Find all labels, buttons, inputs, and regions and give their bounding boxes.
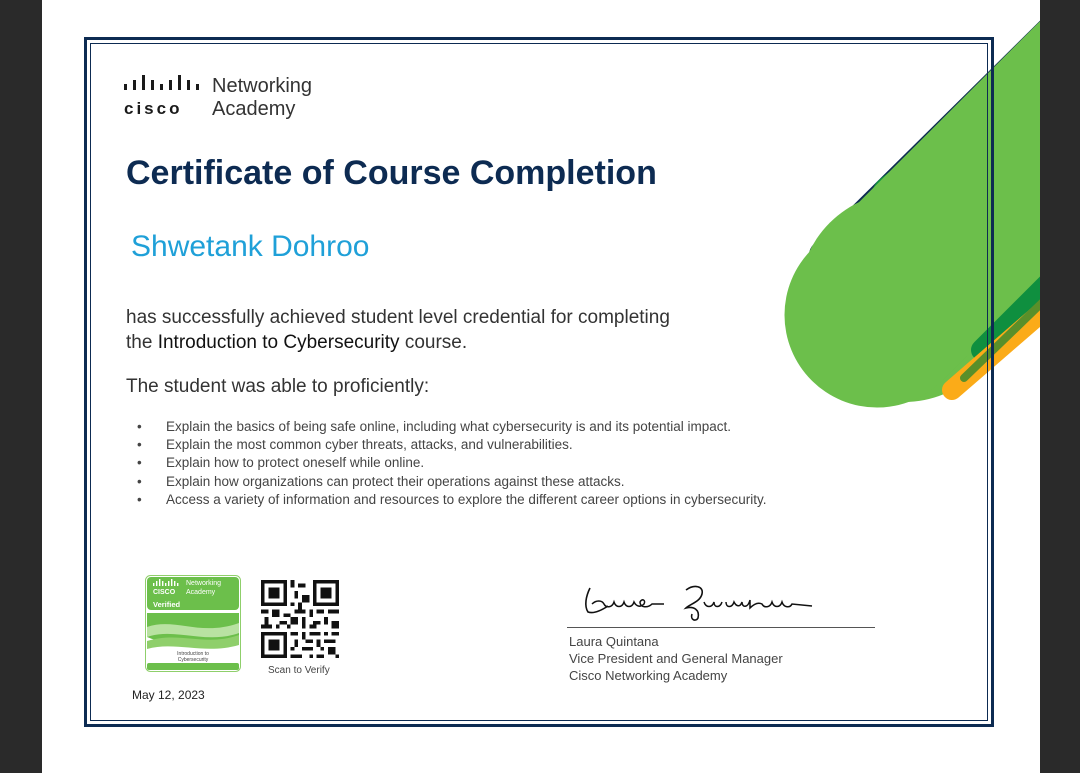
scan-to-verify-label: Scan to Verify: [268, 665, 330, 676]
badge-brand: CISCO: [153, 589, 176, 596]
badge-program-line1: Networking: [186, 580, 222, 587]
certificate-sheet: [42, 0, 1040, 773]
logo-program-line1: Networking: [212, 75, 313, 97]
badge-course-line1: Introduction to: [177, 651, 209, 657]
objective-item: • Access a variety of information and resources to explore the different career options in cybersecurity.: [137, 491, 767, 509]
objectives-heading: The student was able to proficiently:: [126, 376, 430, 397]
objectives-list: [137, 418, 767, 509]
objective-item: • Explain how to protect oneself while online.: [137, 454, 767, 472]
cisco-wordmark: cisco: [124, 99, 183, 118]
signature-line: [567, 627, 875, 628]
objective-item: • Explain the most common cyber threats, attacks, and vulnerabilities.: [137, 436, 767, 454]
signer-block: [569, 633, 783, 684]
cisco-bars-icon: [124, 75, 204, 95]
signer-role: Vice President and General Manager: [569, 651, 783, 666]
statement-suffix: course.: [399, 332, 468, 353]
verification-qr-code[interactable]: [261, 580, 339, 658]
certificate-title: Certificate of Course Completion: [126, 154, 657, 192]
course-name: Introduction to Cybersecurity: [157, 332, 400, 353]
badge-course-line2: Cybersecurity: [177, 657, 209, 663]
signer-organization: Cisco Networking Academy: [569, 668, 728, 683]
issue-date: May 12, 2023: [132, 688, 205, 702]
recipient-name: Shwetank Dohroo: [131, 230, 370, 263]
statement-line1: has successfully achieved student level credential for completing: [126, 307, 670, 328]
completion-statement: [126, 305, 766, 355]
statement-line2: [126, 330, 766, 355]
handwritten-signature: [582, 580, 822, 622]
objective-item: • Explain how organizations can protect their operations against these attacks.: [137, 473, 767, 491]
cisco-networking-academy-logo: [124, 75, 344, 123]
badge-status: Verified: [153, 600, 181, 609]
objective-item: • Explain the basics of being safe online, including what cybersecurity is and its potential impact.: [137, 418, 767, 436]
logo-program-line2: Academy: [212, 98, 296, 120]
verified-course-badge: [145, 575, 241, 672]
badge-program-line2: Academy: [186, 589, 216, 596]
statement-prefix: the: [126, 332, 158, 353]
signer-name: Laura Quintana: [569, 634, 659, 649]
